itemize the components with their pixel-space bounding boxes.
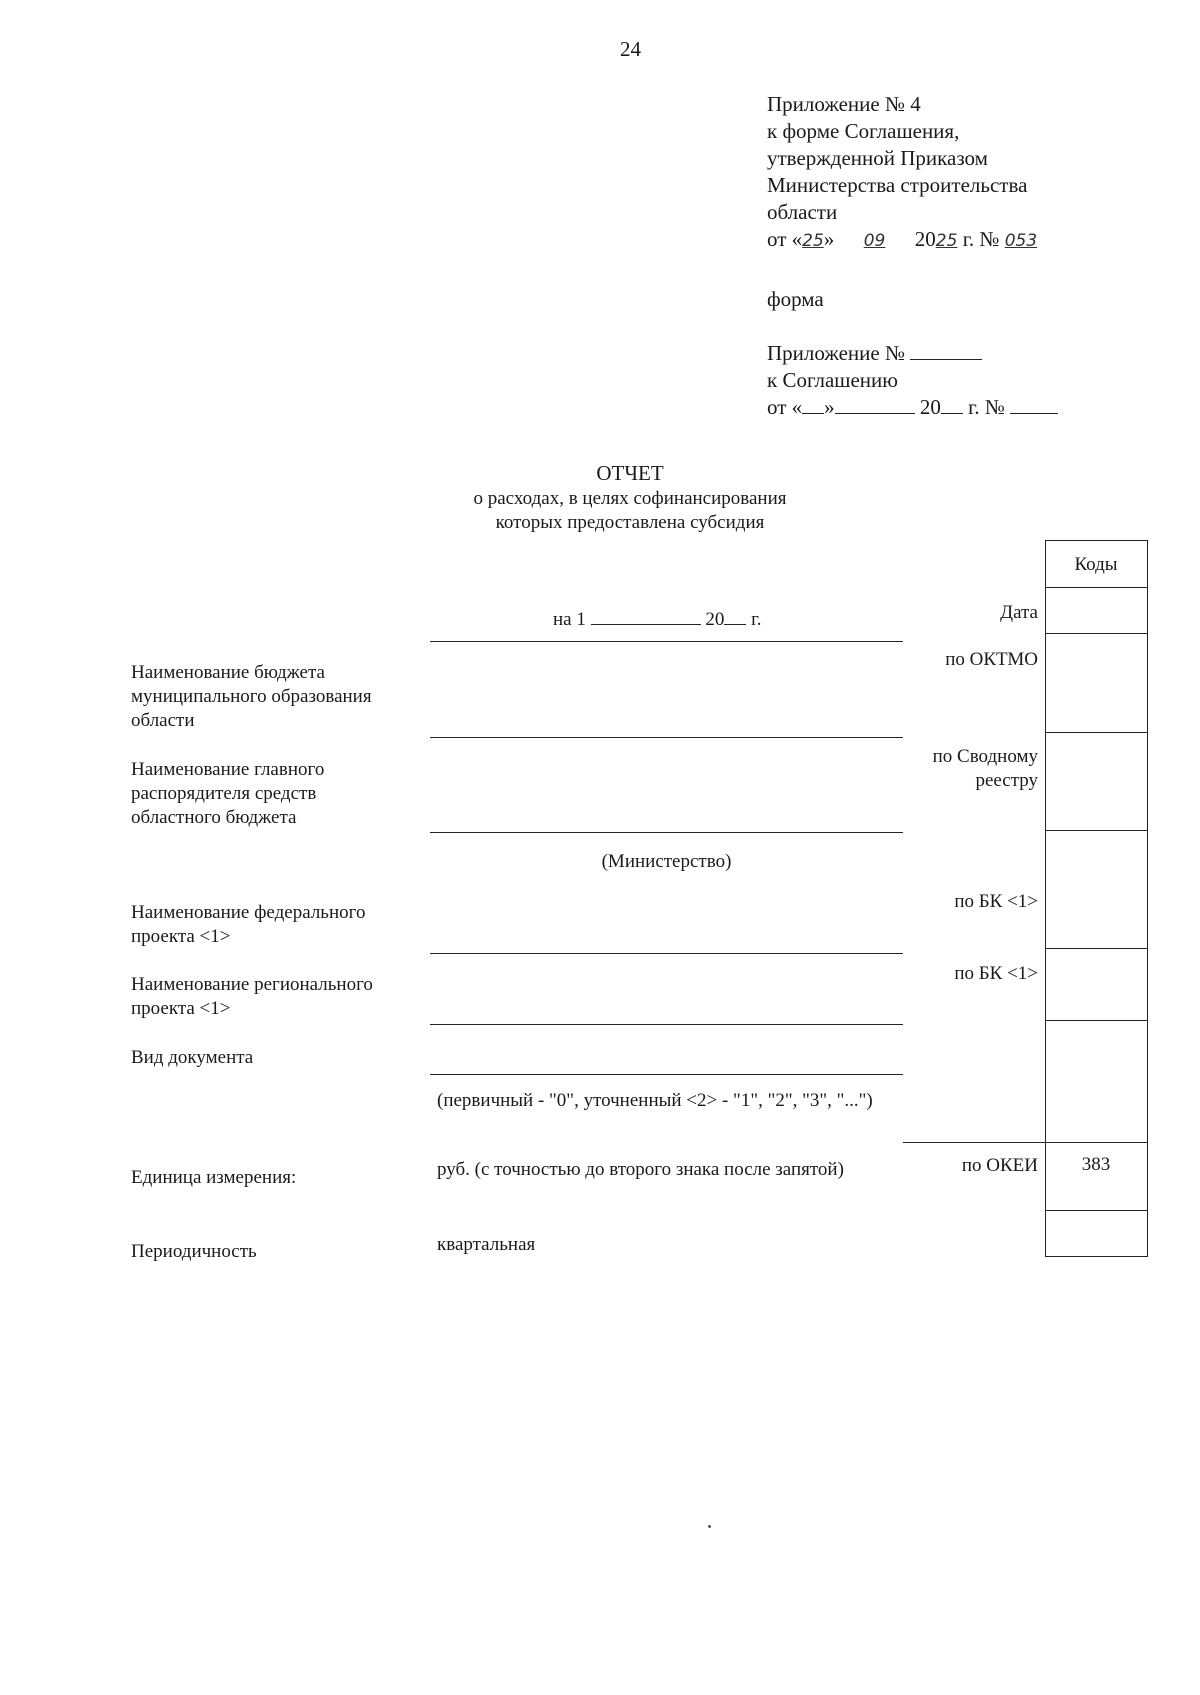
federal-project-label: Наименование федерального проекта <1> <box>131 902 366 947</box>
codes-okei-label: по ОКЕИ <box>961 1155 1038 1176</box>
period-label: Периодичность <box>131 1241 257 1262</box>
codes-date-label: Дата <box>1000 602 1038 623</box>
doc-type-label: Вид документа <box>131 1047 254 1068</box>
scan-speck <box>708 1525 711 1528</box>
codes-date-cell[interactable] <box>1046 588 1147 633</box>
appendix-line-3: утвержденной Приказом <box>767 146 988 170</box>
unit-value: руб. (с точностью до второго знака после запятой) <box>437 1159 844 1180</box>
distributor-name-label: Наименование главного распорядителя средств областного бюджета <box>131 759 325 828</box>
handwritten-number: 053 <box>1004 231 1038 251</box>
codes-oktmo-cell[interactable] <box>1046 634 1147 732</box>
appendix-header <box>767 91 1167 255</box>
report-date-line <box>430 641 903 642</box>
agreement-appendix-line-2: к Соглашению <box>767 368 898 392</box>
codes-okei-value: 383 <box>1081 1154 1111 1175</box>
handwritten-month: 09 <box>863 231 886 251</box>
okei-row-top-line <box>903 1142 1148 1143</box>
distributor-line[interactable] <box>430 832 903 833</box>
budget-name-line[interactable] <box>430 737 903 738</box>
report-date: на 1 20 г. <box>553 606 762 632</box>
codes-bk1-label: по БК <1> <box>954 891 1038 912</box>
report-date-blank <box>591 606 701 625</box>
report-title-sub-2: которых предоставлена субсидия <box>495 512 765 533</box>
doc-type-note: (первичный - "0", уточненный <2> - "1", "2", "3", "...") <box>437 1090 873 1111</box>
agreement-appendix-line-1: Приложение № <box>767 340 1167 367</box>
agreement-appendix <box>767 340 1167 421</box>
agreement-appendix-line-3: от « » 20 г. № <box>767 394 1167 421</box>
codes-bk1-cell[interactable] <box>1046 831 1147 948</box>
handwritten-day: 25 <box>802 231 824 251</box>
appendix-line-4: Министерства строительства <box>767 173 1028 197</box>
report-title-sub-1: о расходах, в целях софинансирования <box>473 488 787 509</box>
regional-project-line[interactable] <box>430 1024 903 1025</box>
codes-header: Коды <box>1074 554 1118 575</box>
regional-project-label: Наименование регионального проекта <1> <box>131 974 373 1019</box>
codes-registry-label: по Сводному реестру <box>932 746 1038 791</box>
unit-label: Единица измерения: <box>131 1167 297 1188</box>
federal-project-line[interactable] <box>430 953 903 954</box>
page-number: 24 <box>620 37 641 61</box>
appendix-line-5: области <box>767 200 838 224</box>
form-label: форма <box>767 287 824 311</box>
doc-type-line[interactable] <box>430 1074 903 1075</box>
report-title-main: ОТЧЕТ <box>596 461 664 485</box>
codes-bk2-cell[interactable] <box>1046 949 1147 1020</box>
period-value: квартальная <box>437 1234 536 1255</box>
appendix-date-line: от «25» 09 2025 г. № 053 <box>767 226 1167 255</box>
appendix-line-1: Приложение № 4 <box>767 92 921 116</box>
report-title <box>400 460 860 535</box>
appendix-number-blank <box>910 341 982 360</box>
ministry-note: (Министерство) <box>601 851 732 872</box>
codes-oktmo-label: по ОКТМО <box>945 649 1038 670</box>
codes-registry-cell[interactable] <box>1046 733 1147 830</box>
appendix-line-2: к форме Соглашения, <box>767 119 960 143</box>
codes-border-right <box>1147 540 1148 1257</box>
codes-period-cell[interactable] <box>1046 1211 1147 1256</box>
budget-name-label: Наименование бюджета муниципального образования области <box>131 662 372 731</box>
handwritten-year: 25 <box>935 231 958 251</box>
codes-bk2-label: по БК <1> <box>954 963 1038 984</box>
